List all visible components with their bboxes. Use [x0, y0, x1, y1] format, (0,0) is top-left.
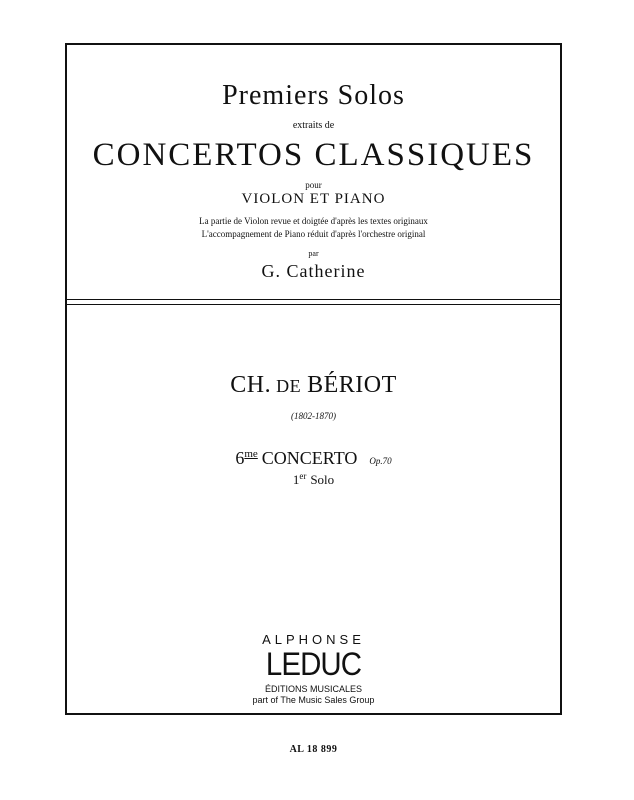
pour-label: pour [305, 180, 322, 190]
collection-title: CONCERTOS CLASSIQUES [92, 137, 535, 173]
opus-number: Op.70 [369, 456, 392, 466]
series-title: Premiers Solos [222, 80, 405, 111]
composer-surname: BÉRIOT [307, 372, 397, 398]
piano-part-note: L'accompagnement de Piano réduit d'après l'orchestre original [201, 229, 426, 239]
solo-word: Solo [310, 472, 335, 487]
concerto-word: CONCERTO [261, 448, 358, 468]
publisher-editions: ÉDITIONS MUSICALES [264, 684, 363, 694]
violin-part-note: La partie de Violon revue et doigtée d'après les textes originaux [199, 216, 428, 226]
concerto-title [67, 448, 560, 469]
publisher-logo-alphonse: ALPHONSE [262, 632, 365, 647]
composer-dates: (1802-1870) [291, 411, 336, 421]
divider-line-top [67, 299, 560, 300]
extraits-label: extraits de [292, 120, 335, 131]
concerto-number: 6 [235, 448, 245, 468]
solo-ordinal-suffix: er [299, 471, 307, 481]
instrumentation: VIOLON ET PIANO [241, 191, 386, 207]
composer-prefix: CH. [230, 372, 272, 398]
solo-title [67, 471, 560, 488]
divider-line-bottom [67, 304, 560, 305]
composer-particle: DE [276, 376, 302, 396]
par-label: par [308, 249, 319, 258]
editor-name: G. Catherine [261, 261, 366, 281]
composer-name [67, 372, 560, 399]
solo-number: 1 [292, 472, 300, 487]
publisher-logo-leduc: LEDUC [265, 646, 362, 682]
publisher-group: part of The Music Sales Group [252, 695, 375, 705]
concerto-ordinal-suffix: me [244, 448, 258, 460]
catalog-number: AL 18 899 [289, 744, 338, 755]
